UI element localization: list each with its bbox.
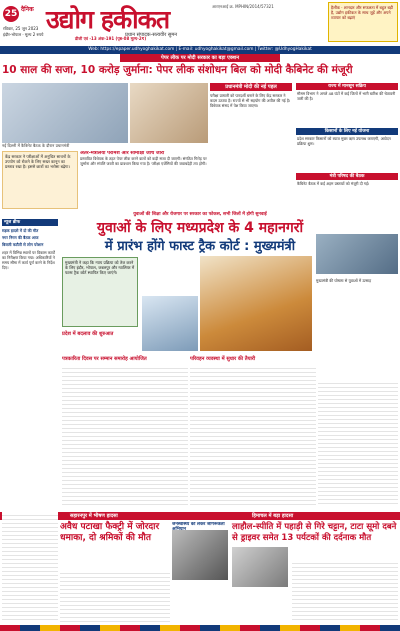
right-photo — [316, 234, 398, 274]
lower-far-right-text — [318, 380, 398, 505]
bottom-far-left-text — [2, 512, 58, 622]
main-headline-line2: में प्रारंभ होंगे फास्ट ट्रैक कोर्ट : मुख्यमंत्री — [104, 239, 296, 254]
left-column — [2, 219, 58, 450]
lower-left-text — [62, 365, 188, 505]
lower-right-text — [190, 365, 316, 505]
right-box1-body: मौसम विभाग ने अगले 48 घंटों में कई जिलों में भारी बारिश की चेतावनी जारी की है। — [297, 91, 396, 101]
right-box2-body: प्रदेश सरकार किसानों को ब्याज मुक्त ऋण उपलब्ध कराएगी, आवेदन प्रक्रिया शुरू। — [297, 136, 391, 146]
bottom-headline-left: अवैध पटाखा फैक्ट्री में जोरदार धमाका, दो श्रमिकों की मौत — [60, 522, 160, 543]
middle-column-head: प्रधानमंत्री मोदी की नई पहल — [210, 83, 292, 91]
lead-body — [80, 151, 208, 209]
lower-head-left: पत्रकारिता दिवस पर सम्मान समारोह आयोजित — [62, 356, 147, 362]
lead-headline: 10 साल की सजा, 10 करोड़ जुर्माना: पेपर लीक संशोधन बिल को मोदी कैबिनेट की मंजूरी — [2, 64, 353, 76]
lead-subhead: अंतर-मंत्रालयी परामर्श और सीमीक्षा जांच जारी — [80, 151, 165, 156]
newspaper-logo: उद्योग हकीकत — [46, 5, 170, 34]
price-line: इंदौर-भोपाल · मूल्य 2 रुपये — [3, 32, 44, 37]
right-box2-head: किसानों के लिए नई योजना — [296, 128, 398, 135]
middle-column-body: परीक्षा प्रणाली को पारदर्शी बनाने के लिए केंद्र सरकार ने कदम उठाया है। राज्यों से भी सहयोग की अपील की गई है। विधेयक संसद में पेश किया जाएगा। — [210, 93, 291, 108]
bottom-left-text — [60, 570, 170, 622]
main-highlight-box: मुख्यमंत्री ने कहा कि न्याय प्रक्रिया को तेज करने के लिए इंदौर, भोपाल, जबलपुर और ग्वालियर में फास्ट ट्रैक कोर्ट स्थापित किए जाएंगे। — [62, 257, 138, 327]
bottom-headline-right: लाहौल-स्पीति में पहाड़ी से गिरे चट्टान, टाटा सूमो दबने से ड्राइवर समेत 13 पर्यटकों की दर्दनाक मौत — [232, 522, 397, 543]
contact-bar: Web: https://epaper.udhyoghakikat.com | E-mail: udhyoghakikat@gmail.com | Twitter: @UdhyogHakikat — [0, 46, 400, 54]
footer-color-bar — [0, 625, 400, 631]
right-column — [296, 83, 398, 206]
right-box3-head: मंत्री परिषद की बैठक — [296, 173, 398, 180]
bottom-photo — [172, 530, 228, 580]
bottom-right-text — [292, 560, 398, 622]
top-strap: पेपर लीक पर मोदी सरकार का बड़ा एक्शन — [120, 54, 280, 62]
lead-photo-secondary — [130, 83, 208, 143]
brief-item-3: बिजली कटौती से लोग परेशान — [2, 242, 44, 247]
lead-photo — [2, 83, 128, 143]
main-headline-line1: युवाओं के लिए मध्यप्रदेश के 4 महानगरों — [96, 220, 304, 236]
masthead — [0, 0, 400, 46]
left-column-head: न्यूज ब्रीफ — [2, 219, 58, 226]
edition-badge: 25 — [3, 6, 19, 22]
bottom-strip — [0, 512, 400, 520]
lower-head-right: परिवहन व्यवस्था में सुधार की तैयारी — [190, 356, 256, 362]
date-line: रविवार, 25 जून 2023 — [3, 26, 39, 31]
lead-quote-box: केंद्र सरकार ने परीक्षाओं में अनुचित साधनों के उपयोग को रोकने के लिए सख्त कानून का प्रस्ताव रखा है। इससे छात्रों का भरोसा बढ़ेगा। — [2, 151, 78, 209]
brief-item-1: सड़क हादसे में दो की मौत — [2, 228, 39, 233]
right-photo-story: मुख्यमंत्री की घोषणा से युवाओं में उत्साह — [316, 278, 372, 283]
right-box1-head: राज्य में मानसून सक्रिय — [296, 83, 398, 90]
masthead-ad: हैलीक · शानदार और सफलता में बहुत बड़ी है, उद्योग हकीकत के साथ जुड़ें और अपने व्यापार को बढ़ाएं — [328, 2, 398, 42]
issue-subline: डीजी एवं -13 अंक-191 (पृष्ठ-08 मूल्य-2₹) — [75, 36, 147, 41]
bottom-headline-mid: जनस्वास्थ्य को लेकर जागरूकता — [172, 522, 225, 527]
right-box3-body: कैबिनेट बैठक में कई अहम प्रस्तावों को मंजूरी दी गई। — [297, 181, 370, 186]
lead-caption: नई दिल्ली में कैबिनेट बैठक के दौरान प्रधानमंत्री — [2, 143, 70, 148]
bottom-strap-left: सहारनपुर में भीषण हादसा — [70, 513, 118, 519]
bottom-photo-right — [232, 547, 288, 587]
main-strap: युवाओं की शिक्षा और रोजगार पर सरकार का फोकस, सभी जिलों में होगी सुनवाई — [133, 212, 267, 217]
main-subhead-left: प्रदेश में बदलाव की शुरुआत — [62, 331, 114, 337]
edition-meta — [3, 26, 63, 38]
editor-tagline: प्रधान संपादक-सत्यवीर सुमन — [125, 32, 177, 38]
registration-info: आरएनआई क्र. MPHIN/2014/57321 — [212, 4, 274, 9]
bottom-strap-right: हिमाचल में बड़ा हादसा — [252, 513, 294, 519]
lead-body-text: प्रस्तावित विधेयक के तहत पेपर लीक करने वालों को कड़ी सजा दी जाएगी। संगठित गिरोह पर जुर्माना और संपत्ति जब्ती का प्रावधान किया गया है। परीक्षा एजेंसियों की जवाबदेही तय होगी। — [80, 156, 207, 166]
left-column-body: शहर में विभिन्न स्थानों पर विकास कार्यों का निरीक्षण किया गया। अधिकारियों ने समय सीमा में कार्य पूर्ण करने के निर्देश दिए। — [2, 250, 55, 270]
logo-prefix: दैनिक — [21, 6, 34, 13]
brief-item-2: नगर निगम की बैठक आज — [2, 235, 39, 240]
main-photo — [200, 256, 312, 351]
main-photo-secondary — [142, 296, 198, 351]
